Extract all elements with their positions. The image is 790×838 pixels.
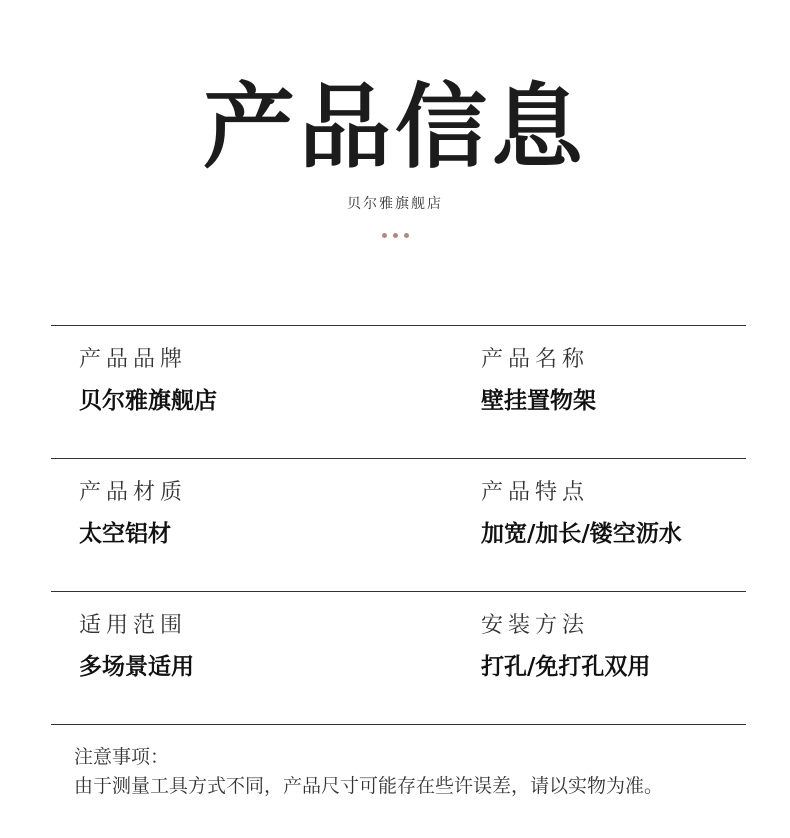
product-name-label: 产品名称: [481, 347, 590, 372]
info-row-brand-name: [51, 325, 746, 458]
info-cell-product-name: [481, 346, 596, 416]
notes-section: [74, 743, 774, 801]
dot-icon: [393, 233, 398, 238]
features-value: 加宽/加长/镂空沥水: [481, 521, 682, 547]
page-title: 产品信息: [202, 74, 587, 181]
info-cell-brand: [79, 346, 217, 416]
brand-label: 产品品牌: [79, 347, 188, 372]
notes-text: 由于测量工具方式不同，产品尺寸可能存在些许误差，请以实物为准。: [74, 775, 664, 797]
info-cell-install: [481, 612, 650, 682]
material-value: 太空铝材: [79, 521, 171, 547]
install-value: 打孔/免打孔双用: [481, 654, 651, 680]
product-name-value: 壁挂置物架: [481, 388, 596, 414]
decorative-dots: [0, 233, 790, 238]
info-row-scope-install: [51, 591, 746, 725]
info-row-material-features: [51, 458, 746, 591]
info-cell-scope: [79, 612, 194, 682]
scope-label: 适用范围: [79, 613, 188, 638]
features-label: 产品特点: [481, 480, 590, 505]
store-subtitle: 贝尔雅旗舰店: [347, 196, 443, 212]
install-label: 安装方法: [481, 613, 590, 638]
info-cell-features: [481, 479, 682, 549]
brand-value: 贝尔雅旗舰店: [79, 388, 217, 414]
notes-title: 注意事项：: [74, 746, 170, 768]
material-label: 产品材质: [79, 480, 188, 505]
scope-value: 多场景适用: [79, 654, 194, 680]
info-cell-material: [79, 479, 187, 549]
product-info-table: [51, 325, 746, 725]
dot-icon: [382, 233, 387, 238]
dot-icon: [404, 233, 409, 238]
